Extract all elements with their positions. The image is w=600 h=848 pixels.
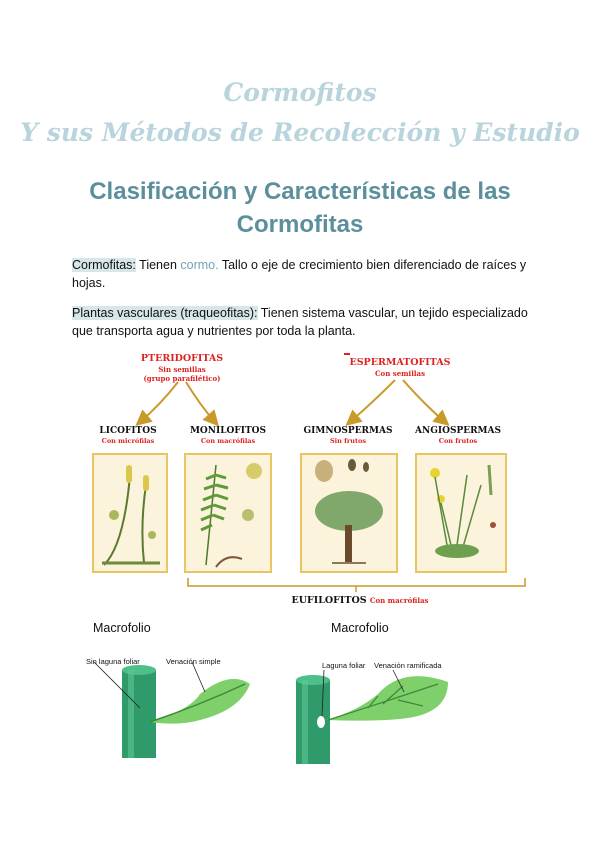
licofitos-illustration (92, 453, 168, 573)
classification-diagram (0, 340, 600, 615)
para-text: que transporta agua y nutrientes por toda la planta. (72, 324, 356, 338)
fern-illustration (186, 455, 270, 571)
label-pteridofitas-sub2: (grupo parafilético) (143, 374, 221, 383)
para-text: Tienen (135, 258, 181, 272)
label-venacion-simple: Venación simple (166, 657, 221, 666)
pine-tree-illustration (302, 455, 396, 571)
label-venacion-ramificada: Venación ramificada (374, 661, 442, 670)
main-title: Cormofitos (223, 78, 377, 107)
flowering-plant-illustration (417, 455, 505, 571)
label-monilofitos-sub: Con macrófilas (200, 437, 256, 445)
label-monilofitos: MONILOFITOS (189, 426, 267, 436)
label-espermatofitas: ESPERMATOFITAS (349, 357, 451, 368)
macrofolio-title-right: Macrofolio (331, 621, 389, 635)
subtitle: Y sus Métodos de Recolección y Estudio (20, 118, 580, 147)
label-licofitos: LICOFITOS (99, 426, 157, 436)
term-plantas-vasculares: Plantas vasculares (traqueofitas): (72, 306, 258, 320)
label-pteridofitas-sub1: Sin semillas (158, 365, 206, 374)
para-text: hojas. (72, 276, 106, 290)
label-angiospermas: ANGIOSPERMAS (415, 426, 501, 436)
label-espermatofitas-sub: Con semillas (374, 369, 426, 378)
label-laguna-foliar: Laguna foliar (322, 661, 366, 670)
label-gimnospermas-sub: Sin frutos (329, 437, 367, 445)
para-text: Tallo o eje de crecimiento bien diferenciado de raíces y (218, 258, 527, 272)
label-pteridofitas: PTERIDOFITAS (140, 353, 224, 364)
label-eufilofitos (250, 595, 470, 606)
label-angiospermas-sub: Con frutos (438, 437, 478, 445)
section-heading-line2: Cormofitas (236, 211, 364, 238)
macrofolio-title-left: Macrofolio (93, 621, 151, 635)
label-eufilofitos-main: EUFILOFITOS (291, 595, 367, 606)
label-licofitos-sub: Con micrófilas (101, 437, 155, 445)
paragraph-vasculares (72, 304, 532, 340)
term-cormo: cormo. (180, 258, 219, 272)
paragraph-cormofitas (72, 256, 532, 292)
term-cormofitas: Cormofitas: (72, 258, 136, 272)
label-eufilofitos-sub: Con macrófilas (369, 596, 429, 605)
gimnospermas-illustration (300, 453, 398, 573)
leaf-diagram-right (288, 656, 478, 766)
angiospermas-illustration (415, 453, 507, 573)
monilofitos-illustration (184, 453, 272, 573)
para-text: Tienen sistema vascular, un tejido especializado (257, 306, 528, 320)
leaf-diagram-left (80, 650, 270, 760)
branched-venation-illustration (288, 656, 478, 766)
label-sin-laguna-foliar: Sin laguna foliar (86, 657, 140, 666)
clubmoss-illustration (94, 455, 166, 571)
simple-venation-illustration (80, 650, 270, 760)
label-gimnospermas: GIMNOSPERMAS (303, 426, 393, 436)
section-heading-line1: Clasificación y Características de las (89, 178, 511, 205)
